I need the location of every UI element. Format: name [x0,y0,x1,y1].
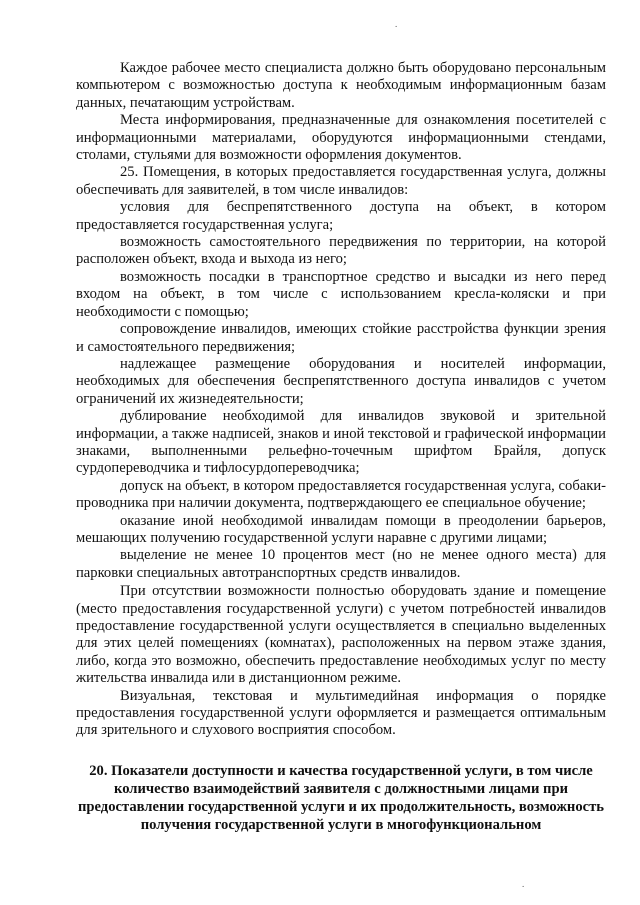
list-item-escort: сопровождение инвалидов, имеющих стойкие расстройства функции зрения и самостоятельного передвижения; [76,321,606,355]
paragraph-workplace-equipment: Каждое рабочее место специалиста должно быть оборудовано персональным компьютером с возможностью доступа к необходимым информационным базам данных, печатающим устройствам. [76,60,606,111]
list-item-information-duplication: дублирование необходимой для инвалидов звуковой и зрительной информации, а также надписей, знаков и иной текстовой и графической информации знаками, выполненными рельефно-точечным шрифтом Брайля, допуск сурдопереводчика и тифлосурдопереводчика; [76,408,606,477]
document-body [76,60,606,740]
paragraph-alternative-premises: При отсутствии возможности полностью оборудовать здание и помещение (место предоставления государственной услуги) с учетом потребностей инвалидов предоставление государственной услуги осуществляется в специально выделенных для этих целей помещениях (комнатах), расположенных на первом этаже здания, либо, когда это возможно, обеспечить предоставление необходимых услуг по месту жительства инвалида или в дистанционном режиме. [76,583,606,687]
list-item-other-assistance: оказание иной необходимой инвалидам помощи в преодолении барьеров, мешающих получению государственной услуги наравне с другими лицами; [76,512,606,546]
list-item-unobstructed-access: условия для беспрепятственного доступа на объект, в котором предоставляется государственная услуга; [76,199,606,233]
list-item-parking: выделение не менее 10 процентов мест (но не менее одного места) для парковки специальных автотранспортных средств инвалидов. [76,547,606,581]
paragraph-visual-information: Визуальная, текстовая и мультимедийная информация о порядке предоставления государственной услуги оформляется и размещается оптимальным для зрительного и слухового восприятия способом. [76,687,606,739]
scan-mark-bottom: . [522,879,525,889]
scan-mark-top: . [395,19,398,29]
list-item-equipment-placement: надлежащее размещение оборудования и носителей информации, необходимых для обеспечения беспрепятственного доступа инвалидов с учетом ограничений их жизнедеятельности; [76,355,606,407]
list-item-vehicle-boarding: возможность посадки в транспортное средство и высадки из него перед входом на объект, в том числе с использованием кресла-коляски и при необходимости с помощью; [76,268,606,320]
paragraph-information-places: Места информирования, предназначенные для ознакомления посетителей с информационными материалами, оборудуются информационными стендами, столами, стульями для возможности оформления документов. [76,112,606,164]
section-heading-20: 20. Показатели доступности и качества государственной услуги, в том числе количество взаимодействий заявителя с должностными лицами при предоставлении государственной услуги и их продолжительность, возможность получения государственной услуги в многофункциональном [78,763,604,833]
list-item-guide-dog: допуск на объект, в котором предоставляется государственная услуга, собаки-проводника при наличии документа, подтверждающего ее специальное обучение; [76,477,606,512]
paragraph-25-premises-intro: 25. Помещения, в которых предоставляется государственная услуга, должны обеспечивать для заявителей, в том числе инвалидов: [76,164,606,198]
list-item-independent-movement: возможность самостоятельного передвижения по территории, на которой расположен объект, входа и выхода из него; [76,234,606,268]
